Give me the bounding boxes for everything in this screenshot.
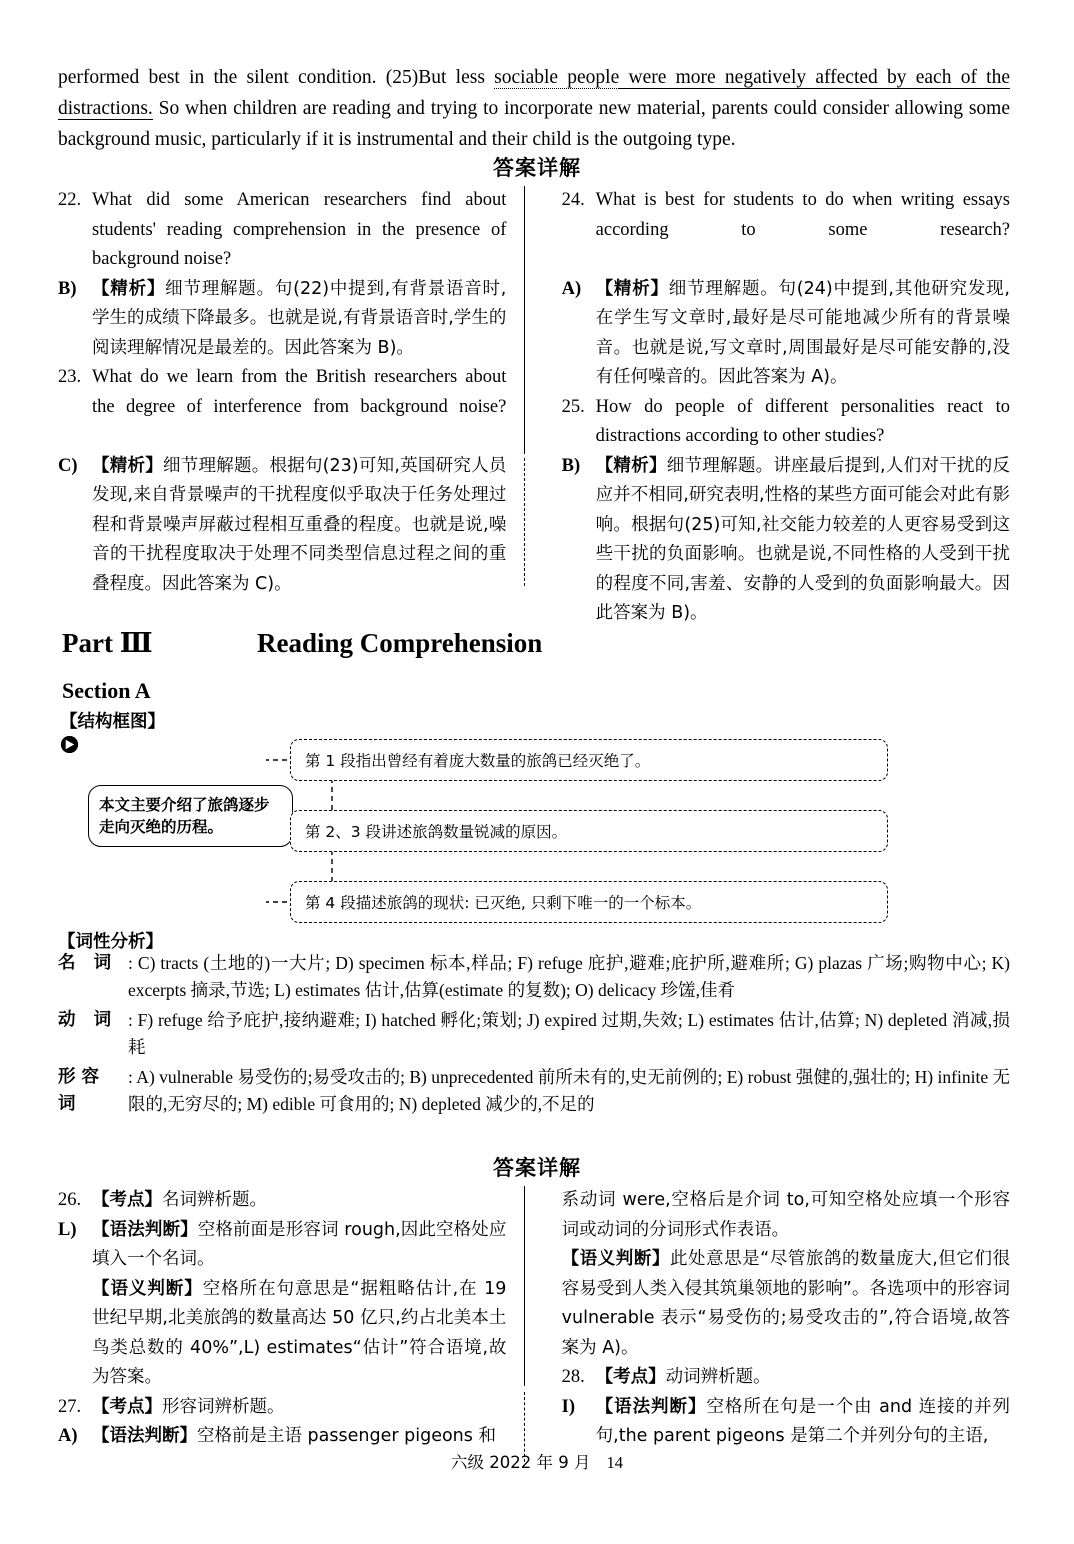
grammar-text: 空格所在句是一个由 and 连接的并列句,the parent pigeons 是第二个并列分句的主语, [595,1396,1010,1446]
point-item [58,1393,506,1423]
pos-analysis-block [58,950,1010,1121]
answer-letter: L) [58,1219,77,1240]
answer-item [58,275,506,364]
analysis-tag: 【精析】 [595,455,667,476]
answer-explanation [92,452,506,600]
diagram-node-1: 第 1 段指出曾经有着庞大数量的旅鸽已经灭绝了。 [290,739,888,781]
passage-seg-1: performed best in the silent condition. (25)But less [58,67,495,88]
analysis-tag: 【精析】 [92,278,166,299]
pos-value: : C) tracts (土地的)一大片; D) specimen 标本,样品; F) refuge 庇护,避难;庇护所,避难所; G) plazas 广场;购物中心; K) excerpts 摘录,节选; L) estimates 估计,估算(estimate 的复数); O) delicacy 珍馐,佳肴 [128,953,1010,1000]
grammar-tag: 【语法判断】 [92,1426,197,1446]
point-tag: 【考点】 [92,1396,162,1417]
grammar-judgement [92,1216,506,1275]
semantic-text: 此处意思是“尽管旅鸽的数量庞大,但它们很容易受到人类入侵其筑巢领地的影响”。各选项中的形容词 vulnerable 表示“易受伤的;易受攻击的”,符合语境,故答案为 A)。 [561,1249,1010,1358]
point-text: 动词辨析题。 [665,1367,771,1387]
pos-analysis-label: 【词性分析】 [58,932,163,952]
section-heading: Section A [62,678,151,703]
point-tag: 【考点】 [595,1367,666,1387]
analysis-tag: 【精析】 [92,455,163,476]
passage-solid-underline: were more negatively affected by each of the distractions. [58,67,1010,119]
part-heading [62,628,962,659]
answer-item [58,452,506,600]
page-number: 14 [606,1453,623,1472]
question-number: 24. [561,190,585,210]
answer-item [562,275,1010,393]
answer-item [58,1216,506,1393]
structure-diagram [60,735,1010,920]
grammar-tag: 【语法判断】 [595,1396,707,1417]
semantic-tag: 【语义判断】 [561,1249,670,1269]
answer-explanation [92,1422,506,1452]
explanations-bottom-left-column [58,1186,516,1452]
analysis-text: 细节理解题。讲座最后提到,人们对干扰的反应并不相同,研究表明,性格的某些方面可能会对此有影响。根据句(25)可知,社交能力较差的人更容易受到这些干扰的负面影响。也就是说,不同性格的人受到干扰的程度不同,害羞、安静的人受到的负面影响最大。因此答案为 B)。 [595,455,1011,623]
explanations-top-left-column [58,186,516,594]
pos-key: 形容词 [58,1067,105,1114]
answer-item [562,452,1010,629]
passage-seg-4: So when children are reading and trying to incorporate new material, parents could consider allowing some background music, particularly if it is instrumental and their child is the outgoing type. [58,98,1010,150]
question-number: 25. [561,396,585,417]
answer-letter: B) [561,455,581,476]
grammar-tag: 【语法判断】 [92,1219,198,1240]
diagram-node-3: 第 4 段描述旅鸽的现状: 已灭绝, 只剩下唯一的一个标本。 [290,881,888,923]
question-number: 22. [58,190,82,210]
grammar-text: 空格前面是形容词 rough,因此空格处应填入一个名词。 [92,1219,507,1269]
part-title: Reading Comprehension [257,628,543,658]
question-text: What did some American researchers find about students' reading comprehension in the presence of background noise? [92,190,507,269]
passage-paragraph [58,62,1010,155]
pos-value: : A) vulnerable 易受伤的;易受攻击的; B) unprecedented 前所未有的,史无前例的; E) robust 强健的,强壮的; H) infinite 无限的,无穷尽的; M) edible 可食用的; N) depleted 减少的,不足的 [128,1067,1010,1114]
answer-letter: I) [561,1396,576,1417]
point-item [58,1186,506,1216]
point-tag: 【考点】 [92,1190,162,1210]
part-label: Part Ⅲ [62,628,153,658]
semantic-tag: 【语义判断】 [92,1278,203,1299]
pos-row [58,1064,1010,1118]
point-line [92,1393,506,1423]
question-text: What do we learn from the British researchers about the degree of interference from background noise? [92,367,507,417]
analysis-text: 细节理解题。句(22)中提到,有背景语音时,学生的成绩下降最多。也就是说,有背景语音时,学生的阅读理解情况是最差的。因此答案为 B)。 [92,278,507,358]
question-item [58,363,506,452]
question-item [562,393,1010,452]
question-item [562,186,1010,275]
grammar-text: 空格前是主语 passenger pigeons 和 [197,1426,496,1446]
answer-letter: A) [561,278,582,299]
answer-explanation [92,275,506,364]
question-text: What is best for students to do when writing essays according to some research? [595,190,1010,240]
structure-diagram-label: 【结构框图】 [60,712,165,732]
pos-row [58,950,1010,1004]
pos-key: 名 词 [58,953,118,973]
answer-explanation [596,1393,1010,1452]
diagram-node-2: 第 2、3 段讲述旅鸽数量锐减的原因。 [290,810,888,852]
item-number: 27. [58,1396,82,1417]
analysis-text: 细节理解题。根据句(23)可知,英国研究人员发现,来自背景噪声的干扰程度似乎取决于任务处理过程和背景噪声屏蔽过程相互重叠的程度。也就是说,噪音的干扰程度取决于处理不同类型信息过程之间的重叠程度。因此答案为 C)。 [92,455,507,594]
explanations-top [58,186,1011,623]
semantic-judgement [562,1245,1010,1363]
page-footer [0,1449,1074,1473]
answer-explanation [92,1216,506,1393]
analysis-tag: 【精析】 [595,278,669,299]
point-line [596,1363,1010,1393]
question-item [58,186,506,275]
point-text: 形容词辨析题。 [162,1396,285,1417]
explanations-top-right-column [534,186,1011,623]
column-divider [524,186,525,586]
continuation-text: 系动词 were,空格后是介词 to,可知空格处应填一个形容词或动词的分词形式作表语。 [561,1190,1010,1240]
point-item [562,1363,1010,1393]
arrow-bullet-icon [60,735,79,754]
answer-detail-banner-bottom: 答案详解 [493,1156,581,1180]
explanations-bottom-right-column [534,1186,1010,1452]
pos-key: 动 词 [58,1010,118,1030]
item-number: 26. [58,1190,82,1210]
point-line [92,1186,506,1216]
answer-explanation [596,275,1010,393]
answer-item [58,1422,506,1452]
diagram-main-node: 本文主要介绍了旅鸽逐步走向灭绝的历程。 [88,785,293,847]
item-number: 28. [561,1367,585,1387]
pos-row [58,1007,1010,1061]
point-text: 名词辨析题。 [162,1190,267,1210]
explanations-bottom [58,1186,1010,1452]
question-number: 23. [58,367,82,387]
answer-explanation [596,452,1010,629]
column-divider [524,1186,525,1452]
semantic-text: 空格所在句意思是“据粗略估计,在 19 世纪早期,北美旅鸽的数量高达 50 亿只,约占北美本土鸟类总数的 40%”,L) estimates“估计”符合语境,故为答案。 [92,1278,507,1387]
passage-dotted-underline: sociable people [494,67,620,88]
question-text: How do people of different personalities react to distractions according to other studies? [595,396,1010,446]
answer-item [562,1393,1010,1452]
pos-value: : F) refuge 给予庇护,接纳避难; I) hatched 孵化;策划; J) expired 过期,失效; L) estimates 估计,估算; N) depleted 消减,损耗 [128,1010,1010,1057]
footer-exam-label: 六级 2022 年 9 月 [451,1453,591,1472]
answer-letter: B) [58,278,77,299]
semantic-judgement [92,1275,506,1393]
analysis-text: 细节理解题。句(24)中提到,其他研究发现,在学生写文章时,最好是尽可能地减少所有的背景噪音。也就是说,写文章时,周围最好是尽可能安静的,没有任何噪音的。因此答案为 A)。 [595,278,1010,387]
answer-letter: C) [58,455,78,476]
answer-detail-banner-top: 答案详解 [493,156,581,180]
answer-letter: A) [58,1426,78,1446]
